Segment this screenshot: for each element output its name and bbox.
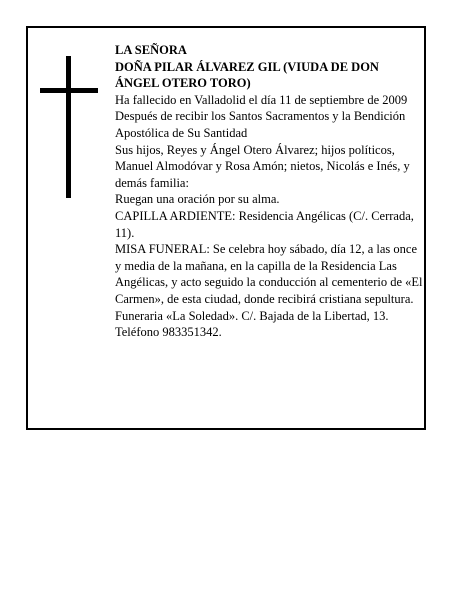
notice-title: LA SEÑORA <box>115 43 187 57</box>
cross-horizontal-bar <box>40 88 98 93</box>
prayer-request: Ruegan una oración por su alma. <box>115 192 280 207</box>
cross-icon <box>40 56 98 198</box>
cross-vertical-bar <box>66 56 71 198</box>
family-list: Sus hijos, Reyes y Ángel Otero Álvarez; hijos políticos, Manuel Almodóvar y Rosa Amón; nietos, Nicolás e Inés, y demás familia: <box>115 142 410 190</box>
funeral-mass-info: MISA FUNERAL: Se celebra hoy sábado, día 12, a las once y media de la mañana, en la capilla de la Residencia Las Angélicas, y acto seguido la conducción al cementerio de «El Carmen», de esta ciudad, donde recibirá cristiana sepultura. <box>115 242 423 306</box>
deceased-name: DOÑA PILAR ÁLVAREZ GIL (VIUDA DE DON ÁNGEL OTERO TORO) <box>115 59 379 91</box>
death-announcement: Ha fallecido en Valladolid el día 11 de septiembre de 2009 <box>115 92 408 107</box>
notice-text <box>115 42 423 341</box>
chapel-info: CAPILLA ARDIENTE: Residencia Angélicas (C/. Cerrada, 11). <box>115 208 414 240</box>
obituary-notice <box>26 26 426 430</box>
funeral-home-info: Funeraria «La Soledad». C/. Bajada de la Libertad, 13. Teléfono 983351342. <box>115 308 389 340</box>
sacraments-line: Después de recibir los Santos Sacramentos y la Bendición Apostólica de Su Santidad <box>115 109 406 140</box>
